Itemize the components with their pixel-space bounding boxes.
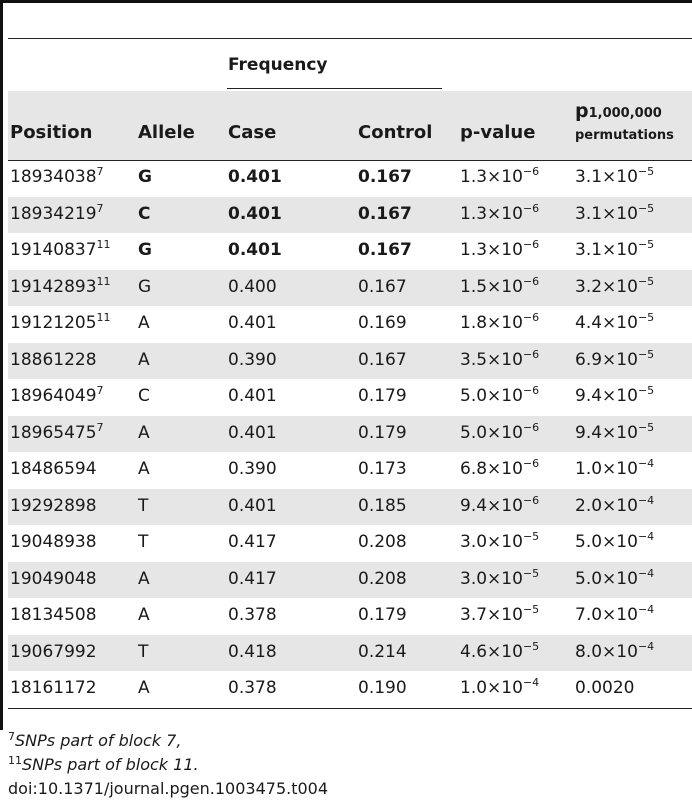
cell-allele: G (138, 276, 152, 297)
block-superscript: 7 (96, 165, 104, 178)
pvalue-mantissa: 1.5 (460, 276, 488, 297)
perm-exponent: −5 (637, 274, 655, 288)
times-ten: ×10 (487, 422, 523, 443)
pvalue-exponent: −6 (522, 274, 540, 288)
cell-case-frequency: 0.401 (228, 167, 282, 187)
position-value: 18161172 (10, 678, 97, 698)
table-row (8, 562, 692, 598)
times-ten: ×10 (487, 386, 523, 406)
cell-control-frequency: 0.169 (358, 313, 407, 333)
position-value: 18964049 (10, 386, 97, 406)
times-ten: ×10 (487, 641, 523, 662)
cell-position (10, 386, 104, 406)
cell-pvalue (460, 493, 540, 516)
perm-exponent: −5 (637, 384, 655, 397)
pvalue-mantissa: 5.0 (460, 386, 488, 406)
cell-permutation-p (575, 347, 655, 370)
position-value: 18861228 (10, 349, 97, 370)
cell-case-frequency: 0.401 (228, 386, 277, 406)
block-superscript: 7 (96, 384, 104, 397)
cell-control-frequency: 0.179 (358, 605, 407, 625)
table-row (8, 306, 692, 342)
perm-mantissa: 3.1 (575, 167, 603, 187)
cell-pvalue (460, 566, 540, 589)
perm-exponent: −4 (637, 493, 655, 507)
position-value: 19067992 (10, 641, 97, 662)
pvalue-exponent: −6 (522, 238, 540, 251)
cell-position (10, 350, 97, 370)
pvalue-exponent: −5 (522, 603, 540, 616)
perm-exponent: −5 (637, 347, 655, 361)
cell-pvalue (460, 240, 539, 260)
table-row (8, 671, 692, 707)
times-ten: ×10 (602, 386, 638, 406)
table-row (8, 379, 692, 415)
cell-pvalue (460, 313, 539, 333)
cell-case-frequency: 0.401 (228, 240, 282, 260)
cell-case-frequency: 0.400 (228, 276, 277, 297)
cell-pvalue (460, 274, 540, 297)
cell-position (10, 569, 97, 589)
pvalue-mantissa: 3.5 (460, 349, 488, 370)
cell-control-frequency: 0.173 (358, 459, 407, 479)
times-ten: ×10 (487, 240, 523, 260)
cell-permutation-p (575, 386, 654, 406)
position-value: 18934038 (10, 167, 97, 187)
cell-allele: C (138, 386, 150, 406)
footnote-block-7 (8, 731, 181, 750)
cell-pvalue (460, 386, 539, 406)
cell-pvalue (460, 532, 539, 552)
cell-allele: T (138, 495, 149, 516)
cell-control-frequency: 0.190 (358, 678, 407, 698)
left-border (0, 0, 3, 730)
cell-permutation-p (575, 420, 655, 443)
pvalue-exponent: −6 (522, 311, 540, 324)
times-ten: ×10 (487, 495, 523, 516)
times-ten: ×10 (602, 422, 638, 443)
table-bottom-rule (8, 708, 692, 709)
perm-mantissa: 1.0 (575, 459, 603, 479)
cell-permutation-p (575, 201, 655, 224)
pvalue-mantissa: 1.3 (460, 203, 488, 224)
pvalue-mantissa: 4.6 (460, 641, 488, 662)
pvalue-exponent: −6 (522, 347, 540, 361)
cell-permutation-p (575, 313, 654, 333)
pvalue-exponent: −6 (522, 201, 540, 215)
position-value: 18934219 (10, 203, 97, 224)
cell-allele: A (138, 422, 150, 443)
frequency-group-rule (227, 88, 442, 89)
times-ten: ×10 (602, 459, 638, 479)
cell-position (10, 167, 104, 187)
perm-mantissa: 7.0 (575, 605, 603, 625)
position-value: 18134508 (10, 605, 97, 625)
cell-control-frequency: 0.167 (358, 203, 412, 224)
footnote-block-11 (8, 755, 199, 774)
table-row (8, 452, 692, 488)
cell-allele: T (138, 532, 149, 552)
cell-control-frequency: 0.167 (358, 349, 407, 370)
times-ten: ×10 (602, 203, 638, 224)
perm-mantissa: 2.0 (575, 495, 603, 516)
perm-mantissa: 3.2 (575, 276, 603, 297)
pvalue-exponent: −5 (522, 639, 540, 653)
cell-permutation-p (575, 566, 655, 589)
cell-allele: G (138, 167, 152, 187)
cell-control-frequency: 0.167 (358, 240, 412, 260)
perm-mantissa: 3.1 (575, 240, 603, 260)
pvalue-mantissa: 1.3 (460, 167, 488, 187)
cell-position (10, 642, 97, 662)
cell-control-frequency: 0.214 (358, 641, 407, 662)
cell-allele: A (138, 568, 150, 589)
times-ten: ×10 (602, 313, 638, 333)
cell-pvalue (460, 201, 540, 224)
top-border (0, 0, 692, 3)
cell-position (10, 313, 111, 333)
table-row (8, 635, 692, 671)
cell-position (10, 240, 111, 260)
doi-citation: doi:10.1371/journal.pgen.1003475.t004 (8, 779, 329, 798)
pvalue-exponent: −6 (522, 493, 540, 507)
cell-case-frequency: 0.390 (228, 459, 277, 479)
pvalue-exponent: −5 (522, 530, 540, 543)
perm-mantissa: 6.9 (575, 349, 603, 370)
position-value: 19049048 (10, 568, 97, 589)
perm-exponent: −4 (637, 603, 655, 616)
pvalue-mantissa: 3.7 (460, 605, 488, 625)
times-ten: ×10 (602, 495, 638, 516)
cell-position (10, 420, 104, 443)
footnote-text: SNPs part of block 7, (15, 731, 182, 750)
times-ten: ×10 (487, 459, 523, 479)
pvalue-exponent: −6 (522, 457, 540, 470)
perm-exponent: −4 (637, 639, 655, 653)
times-ten: ×10 (602, 532, 638, 552)
cell-position (10, 532, 97, 552)
times-ten: ×10 (487, 605, 523, 625)
cell-case-frequency: 0.378 (228, 678, 277, 698)
perm-mantissa: 5.0 (575, 532, 603, 552)
times-ten: ×10 (487, 678, 523, 698)
table-row (8, 343, 692, 379)
header-perm-label: permutations (575, 128, 674, 143)
position-value: 19048938 (10, 532, 97, 552)
cell-case-frequency: 0.417 (228, 568, 277, 589)
cell-allele: T (138, 641, 149, 662)
cell-case-frequency: 0.401 (228, 495, 277, 516)
table-row (8, 525, 692, 561)
header-control: Control (358, 122, 433, 143)
cell-allele: A (138, 459, 150, 479)
cell-permutation-p (575, 605, 654, 625)
perm-exponent: −4 (637, 530, 655, 543)
perm-exponent: −4 (637, 457, 655, 470)
position-value: 19121205 (10, 313, 97, 333)
table-top-rule (8, 38, 692, 39)
pvalue-mantissa: 1.3 (460, 240, 488, 260)
pvalue-exponent: −5 (522, 566, 540, 580)
times-ten: ×10 (487, 276, 523, 297)
cell-permutation-p (575, 167, 654, 187)
cell-pvalue (460, 167, 539, 187)
cell-control-frequency: 0.167 (358, 167, 412, 187)
cell-allele: G (138, 240, 152, 260)
pvalue-mantissa: 3.0 (460, 532, 488, 552)
cell-position (10, 274, 111, 297)
pvalue-mantissa: 5.0 (460, 422, 488, 443)
perm-exponent: −5 (637, 165, 655, 178)
cell-pvalue (460, 420, 540, 443)
pvalue-mantissa: 1.0 (460, 678, 488, 698)
cell-pvalue (460, 639, 540, 662)
header-pvalue: p-value (460, 122, 536, 143)
times-ten: ×10 (487, 167, 523, 187)
header-case: Case (228, 122, 277, 143)
cell-position (10, 678, 97, 698)
cell-case-frequency: 0.390 (228, 349, 277, 370)
block-superscript: 11 (96, 311, 111, 324)
pvalue-exponent: −6 (522, 384, 540, 397)
perm-mantissa: 9.4 (575, 422, 603, 443)
times-ten: ×10 (602, 240, 638, 260)
cell-pvalue (460, 459, 539, 479)
pvalue-mantissa: 9.4 (460, 495, 488, 516)
times-ten: ×10 (602, 605, 638, 625)
cell-case-frequency: 0.418 (228, 641, 277, 662)
cell-control-frequency: 0.208 (358, 532, 407, 552)
table-row (8, 598, 692, 634)
cell-permutation-p (575, 493, 655, 516)
header-allele: Allele (138, 122, 195, 143)
pvalue-exponent: −4 (522, 676, 540, 689)
times-ten: ×10 (602, 276, 638, 297)
cell-control-frequency: 0.179 (358, 386, 407, 406)
perm-mantissa: 8.0 (575, 641, 603, 662)
cell-position (10, 201, 104, 224)
cell-case-frequency: 0.417 (228, 532, 277, 552)
position-value: 19142893 (10, 276, 97, 297)
table-row (8, 270, 692, 306)
position-value: 18965475 (10, 422, 97, 443)
times-ten: ×10 (602, 641, 638, 662)
block-superscript: 11 (96, 238, 111, 251)
cell-permutation-p (575, 459, 654, 479)
cell-case-frequency: 0.401 (228, 313, 277, 333)
perm-mantissa: 3.1 (575, 203, 603, 224)
cell-control-frequency: 0.179 (358, 422, 407, 443)
cell-control-frequency: 0.185 (358, 495, 407, 516)
cell-position (10, 605, 97, 625)
perm-mantissa: 4.4 (575, 313, 603, 333)
cell-allele: A (138, 678, 150, 698)
pvalue-exponent: −6 (522, 420, 540, 434)
cell-case-frequency: 0.378 (228, 605, 277, 625)
perm-exponent: −4 (637, 566, 655, 580)
cell-permutation-p (575, 240, 654, 260)
position-value: 19140837 (10, 240, 97, 260)
cell-permutation-p (575, 678, 634, 698)
position-value: 19292898 (10, 495, 97, 516)
cell-position (10, 496, 97, 516)
pvalue-mantissa: 1.8 (460, 313, 488, 333)
perm-exponent: −5 (637, 311, 655, 324)
perm-exponent: −5 (637, 201, 655, 215)
perm-mantissa: 9.4 (575, 386, 603, 406)
cell-permutation-p (575, 274, 655, 297)
table-row (8, 489, 692, 525)
cell-allele: C (138, 203, 151, 224)
cell-pvalue (460, 347, 540, 370)
footnote-text: SNPs part of block 11. (22, 755, 199, 774)
times-ten: ×10 (487, 313, 523, 333)
perm-exponent: −5 (637, 420, 655, 434)
times-ten: ×10 (602, 349, 638, 370)
times-ten: ×10 (487, 568, 523, 589)
cell-permutation-p (575, 639, 655, 662)
table-row (8, 197, 692, 233)
header-perm-p-letter: p (575, 100, 589, 122)
cell-allele: A (138, 605, 150, 625)
perm-value: 0.0020 (575, 678, 635, 698)
times-ten: ×10 (602, 167, 638, 187)
cell-pvalue (460, 605, 539, 625)
table-row (8, 416, 692, 452)
block-superscript: 7 (96, 201, 104, 215)
cell-case-frequency: 0.401 (228, 422, 277, 443)
header-perm-p-subscript: 1,000,000 (588, 106, 662, 121)
footnote-marker: 11 (8, 754, 22, 767)
perm-exponent: −5 (637, 238, 655, 251)
perm-mantissa: 5.0 (575, 568, 603, 589)
pvalue-mantissa: 6.8 (460, 459, 488, 479)
block-superscript: 11 (96, 274, 111, 288)
cell-position (10, 459, 97, 479)
cell-permutation-p (575, 532, 654, 552)
cell-control-frequency: 0.208 (358, 568, 407, 589)
position-value: 18486594 (10, 459, 97, 479)
times-ten: ×10 (487, 203, 523, 224)
cell-allele: A (138, 349, 150, 370)
pvalue-exponent: −6 (522, 165, 540, 178)
cell-case-frequency: 0.401 (228, 203, 282, 224)
times-ten: ×10 (602, 568, 638, 589)
cell-allele: A (138, 313, 150, 333)
times-ten: ×10 (487, 532, 523, 552)
cell-pvalue (460, 678, 539, 698)
header-permutation-p (575, 100, 674, 143)
block-superscript: 7 (96, 420, 104, 434)
times-ten: ×10 (487, 349, 523, 370)
table-row (8, 233, 692, 269)
table-row (8, 160, 692, 196)
header-position: Position (10, 122, 93, 143)
pvalue-mantissa: 3.0 (460, 568, 488, 589)
cell-control-frequency: 0.167 (358, 276, 407, 297)
frequency-group-header: Frequency (228, 55, 328, 75)
footnote-marker: 7 (8, 730, 15, 743)
